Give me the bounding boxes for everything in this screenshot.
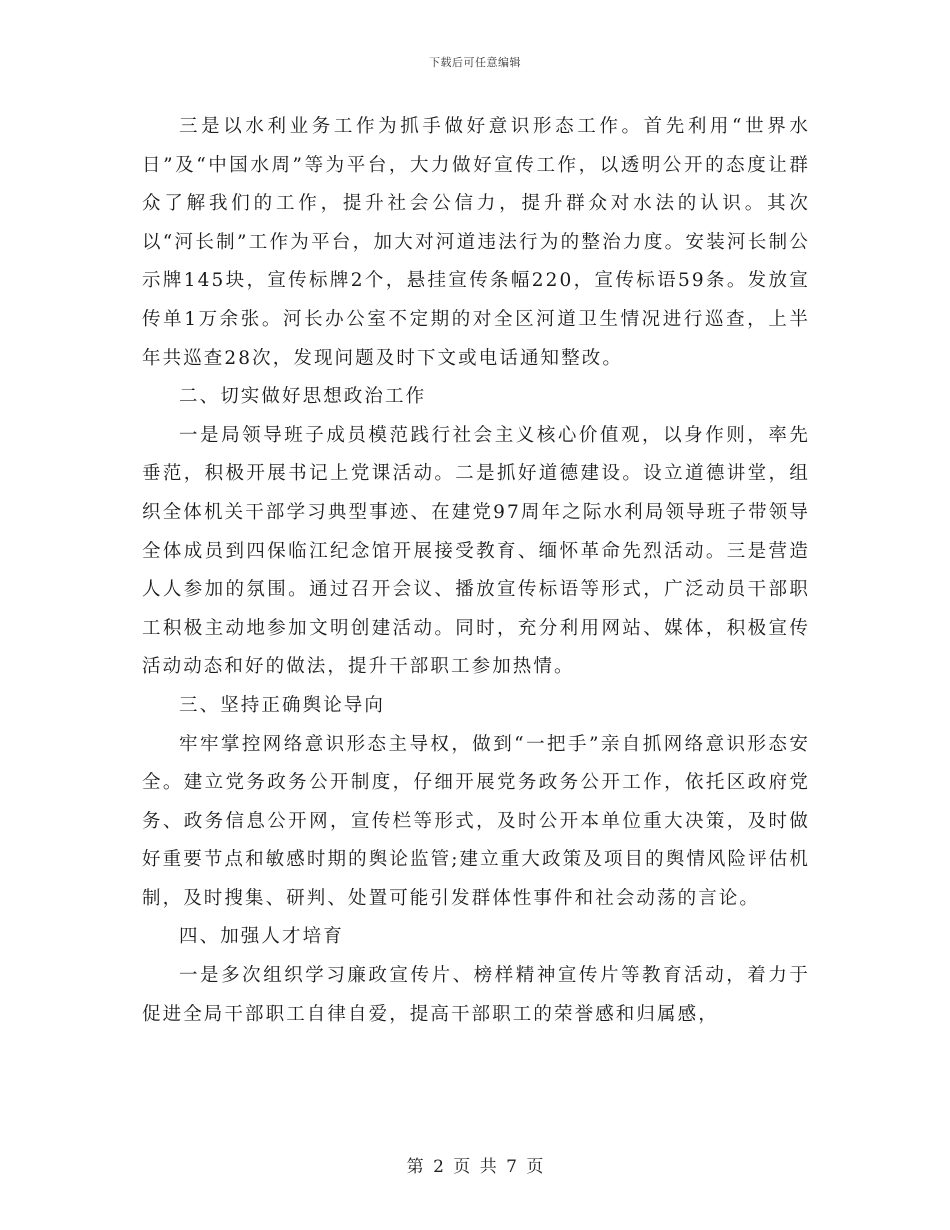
page-header: 下载后可任意编辑	[429, 56, 521, 69]
paragraph-water-conservancy-ideology: 三是以水利业务工作为抓手做好意识形态工作。首先利用“世界水日”及“中国水周”等为平台，大力做好宣传工作，以透明公开的态度让群众了解我们的工作，提升社会公信力，提升群众对水法的认识。其次以“河长制”工作为平台，加大对河道违法行为的整治力度。安装河长制公示牌145块，宣传标牌2个，悬挂宣传条幅220，宣传标语59条。发放宣传单1万余张。河长办公室不定期的对全区河道卫生情况进行巡查，上半年共巡查28次，发现问题及时下文或电话通知整改。	[142, 116, 810, 369]
section-heading-public-opinion: 三、坚持正确舆论导向	[179, 694, 386, 716]
paragraph-talent-cultivation: 一是多次组织学习廉政宣传片、榜样精神宣传片等教育活动，着力于促进全局干部职工自律自爱，提高干部职工的荣誉感和归属感，	[142, 965, 810, 1025]
document-body	[142, 108, 810, 1034]
paragraph-political-work: 一是局领导班子成员模范践行社会主义核心价值观，以身作则，率先垂范，积极开展书记上党课活动。二是抓好道德建设。设立道德讲堂，组织全体机关干部学习典型事迹、在建党97周年之际水利局领导班子带领导全体成员到四保临江纪念馆开展接受教育、缅怀革命先烈活动。三是营造人人参加的氛围。通过召开会议、播放宣传标语等形式，广泛动员干部职工积极主动地参加文明创建活动。同时，充分利用网站、媒体，积极宣传活动动态和好的做法，提升干部职工参加热情。	[142, 424, 810, 678]
paragraph-public-opinion: 牢牢掌控网络意识形态主导权，做到“一把手”亲自抓网络意识形态安全。建立党务政务公开制度，仔细开展党务政务公开工作，依托区政府党务、政务信息公开网，宣传栏等形式，及时公开本单位重大决策，及时做好重要节点和敏感时期的舆论监管;建立重大政策及项目的舆情风险评估机制，及时搜集、研判、处置可能引发群体性事件和社会动荡的言论。	[142, 733, 810, 909]
page-number-footer: 第 2 页 共 7 页	[406, 1157, 544, 1177]
section-heading-talent-cultivation: 四、加强人才培育	[179, 926, 344, 948]
section-heading-political-work: 二、切实做好思想政治工作	[179, 386, 427, 408]
